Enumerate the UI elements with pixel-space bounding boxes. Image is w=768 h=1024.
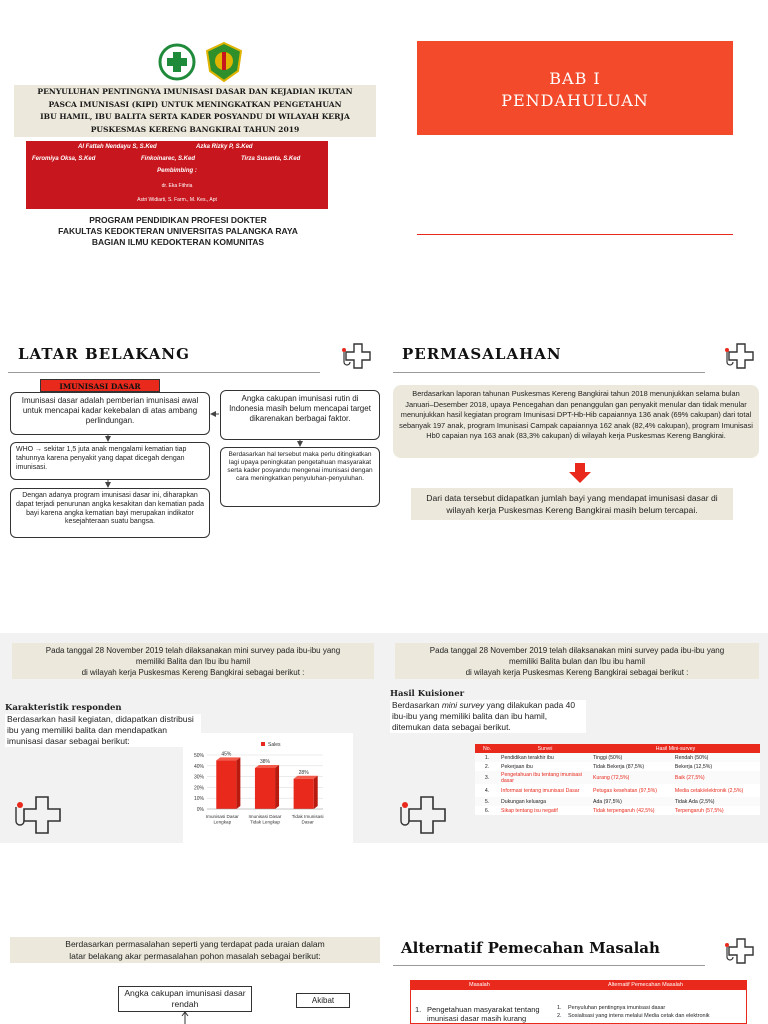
row-no: 3.: [484, 774, 490, 781]
bar-chart-svg: [183, 733, 353, 843]
text-em: mini survey: [441, 700, 485, 710]
institution-line-3: BAGIAN ILMU KEDOKTERAN KOMUNITAS: [91, 237, 265, 245]
slide-heading: PERMASALAHAN: [402, 345, 562, 363]
intro-line-3: di wilayah kerja Puskesmas Kereng Bangkirai sebagai berikut :: [81, 668, 305, 677]
survey-table: [475, 744, 760, 815]
survey-table-body: [475, 753, 760, 815]
bar-side: [236, 757, 240, 809]
category-label: Tidak Lengkap: [250, 819, 280, 825]
bar-top: [294, 776, 318, 779]
masalah-1: Pengetahuan masyarakat tentang imunisasi dasar masih kurang: [427, 1005, 540, 1023]
col-alternatif: Alternatif Pemecahan Masalah: [608, 982, 683, 988]
row-survei: Pengetahuan ibu tentang imunisasi dasar: [501, 771, 583, 784]
medical-cross-icon: [719, 342, 763, 372]
box-upaya: Berdasarkan hal tersebut maka perlu ditingkatkan lagi upaya peningkatan pengetahuan masyarakat serta kader posyandu mengenai imunisasi dengan cara meningkatkan penyuluhan-penyuluhan.: [220, 447, 380, 507]
box-who: WHO → sekitar 1,5 juta anak mengalami kematian tiap tahunnya karena penyakit yang dapat dicegah dengan imunisasi.: [10, 442, 210, 480]
institution-block: [8, 215, 348, 245]
author-1: Al Fattah Nendayu S, S.Ked: [78, 144, 157, 150]
slide-permasalahan: [393, 332, 767, 542]
col-survei: Survei: [537, 745, 553, 752]
bar-top: [216, 757, 240, 760]
legend-label: Sales: [268, 742, 281, 748]
author-5: Tirza Susanta, S.Ked: [241, 156, 301, 162]
title-line-4: PUSKESMAS KERENG BANGKIRAI TAHUN 2019: [90, 124, 300, 134]
alt-1-no: 1.: [557, 1005, 562, 1011]
slide-hasil-kuisioner: [385, 633, 768, 843]
row-hasil-2: Media cetak/elektronik (2,5%): [674, 787, 744, 794]
intro-line-2: memiliki Balita dan Ibu ibu hamil: [135, 657, 251, 666]
title-line-1: PENYULUHAN PENTINGNYA IMUNISASI DASAR DAN KEJADIAN IKUTAN: [37, 87, 353, 96]
chapter-number: BAB I: [549, 69, 601, 88]
authors-band: [26, 141, 328, 209]
table-row: [475, 753, 760, 762]
category-label: Imunisasi Dasar: [248, 814, 282, 819]
institution-line-2: FAKULTAS KEDOKTERAN UNIVERSITAS PALANGKA RAYA: [58, 226, 298, 236]
author-2: Azka Rizky P, S.Ked: [196, 144, 253, 150]
row-hasil-2: Bekerja (12,5%): [674, 763, 713, 770]
tree-connector: [8, 933, 382, 1024]
bar-top: [255, 765, 279, 768]
author-4: Finkoinarec, S.Ked: [141, 156, 196, 162]
masalah-no: 1.: [415, 1005, 422, 1014]
institution-line-1: PROGRAM PENDIDIKAN PROFESI DOKTER: [89, 215, 267, 225]
table-row: [475, 797, 760, 806]
row-no: 5.: [484, 798, 490, 805]
intro-line-3: di wilayah kerja Puskesmas Kereng Bangkirai sebagai berikut :: [465, 668, 689, 677]
data-label: 45%: [221, 751, 232, 758]
bar: [255, 768, 275, 809]
row-no: 6.: [484, 807, 490, 814]
table-row: [475, 784, 760, 797]
title-line-3: IBU HAMIL, IBU BALITA SERTA KADER POSYANDU DI WILAYAH KERJA: [40, 112, 350, 121]
pembimbing-label: Pembimbing :: [157, 168, 197, 174]
presentation-title: [14, 85, 376, 137]
table-row: [475, 762, 760, 771]
category-label: Tidak Imunisasi: [291, 814, 324, 819]
row-hasil-2: Terpengaruh (57,5%): [674, 807, 724, 814]
slide-bab-1: [393, 35, 767, 245]
row-hasil-1: Petugas kesehatan (97,5%): [593, 787, 658, 794]
conclusion-box: Dari data tersebut didapatkan jumlah bayi yang mendapat imunisasi dasar di wilayah kerja Puskesmas Kereng Bangkirai masih belum tercapai.: [411, 488, 733, 520]
row-survei: Pendidikan terakhir ibu: [501, 754, 554, 761]
bar: [294, 779, 314, 809]
intro-line-2: latar belakang akar permasalahan pohon masalah sebagai berikut:: [69, 951, 321, 961]
text-post: yang dilakukan pada 40 ibu-ibu yang memiliki balita dan ibu hamil, ditemukan data sebagai berikut.: [392, 700, 575, 732]
survey-intro: [395, 643, 759, 679]
alt-2: Sosialisasi yang intens melalui Media cetak dan elektronik: [568, 1013, 710, 1019]
medical-cross-icon: [719, 937, 763, 967]
slide-pohon-masalah: [8, 933, 382, 1024]
section-heading: Karakteristik responden: [5, 703, 122, 713]
category-label: Dasar: [301, 819, 314, 825]
col-masalah: Masalah: [469, 982, 490, 988]
intro-line-1: Pada tanggal 28 November 2019 telah dilaksanakan mini survey pada ibu-ibu yang: [45, 646, 341, 655]
y-tick-label: 50%: [193, 753, 204, 759]
health-cross-logo: [158, 43, 196, 81]
slide-alternatif: [393, 933, 767, 1024]
y-tick-label: 0%: [196, 807, 204, 813]
table-header: [411, 981, 747, 990]
slide-latar-belakang: [8, 332, 382, 542]
text-pre: Berdasarkan: [392, 700, 442, 710]
intro-line-1: Pada tanggal 28 November 2019 telah dilaksanakan mini survey pada ibu-ibu yang: [429, 646, 725, 655]
slide-title: [8, 35, 382, 245]
pembimbing-1: dr. Eka Fithria: [161, 183, 193, 189]
row-hasil-1: Kurang (72,5%): [593, 774, 630, 781]
section-text: [390, 700, 586, 733]
y-tick-label: 30%: [193, 774, 204, 781]
data-label: 28%: [298, 769, 309, 776]
row-hasil-2: Baik (27,5%): [674, 774, 705, 781]
intro-line-2: memiliki Balita bulan dan Ibu ibu hamil: [508, 657, 646, 666]
imunisasi-dasar-label: IMUNISASI DASAR: [40, 379, 160, 392]
bar-chart: [183, 733, 353, 843]
legend-swatch: [261, 742, 265, 746]
author-3: Feromiya Oksa, S.Ked: [32, 156, 96, 162]
slide-heading: Alternatif Pemecahan Masalah: [401, 939, 660, 957]
row-hasil-1: Tidak terpengaruh (42,5%): [593, 807, 655, 814]
data-label: 38%: [259, 758, 271, 765]
row-no: 2.: [484, 763, 490, 770]
row-survei: Dukungan keluarga: [501, 798, 546, 805]
row-survei: Sikap tentang isu negatif: [501, 807, 558, 814]
pembimbing-2: Astri Widiarti, S. Farm., M. Kes., Apt: [137, 197, 217, 203]
title-line-2: PASCA IMUNISASI (KIPI) UNTUK MENINGKATKAN PENGETAHUAN: [48, 99, 342, 109]
category-label: Imunisasi Dasar: [205, 814, 239, 819]
category-label: Lengkap: [213, 819, 232, 825]
y-tick-label: 10%: [193, 796, 204, 803]
section-heading: Hasil Kuisioner: [390, 689, 465, 699]
box-cakupan: Angka cakupan imunisasi rutin di Indonesia masih belum mencapai target dikarenakan berbagai faktor.: [220, 390, 380, 440]
alt-1: Penyuluhan pentingnya imunisasi dasar: [568, 1005, 666, 1011]
divider-line: [417, 234, 733, 235]
row-survei: Pekerjaan ibu: [501, 763, 533, 770]
y-tick-label: 20%: [193, 785, 204, 792]
box-definition: Imunisasi dasar adalah pemberian imunisasi awal untuk mencapai kadar kekebalan di atas ambang perlindungan.: [10, 392, 210, 435]
slide-karakteristik: [0, 633, 385, 843]
table-row: [475, 771, 760, 784]
laporan-paragraph: Berdasarkan laporan tahunan Puskesmas Kereng Bangkirai tahun 2018 menunjukkan selama bulan Januari–Desember 2018, upaya Pencegahan dan penanggulan gan penyakit menular dan tidak menular menunjukkan hasil kegiatan program Imunisasi DPT-Hb-Hib capaiannya 136 anak (69% cakupan) dari total sebanyak 197 anak, program Imunisasi Campak capaiannya 162 anak (82,4% cakupan), program Imunisasi Hb0 capaian nya 163 anak (83,3% cakupan) di wilayah kerja Puskesmas Kereng Bangkirai.: [393, 385, 759, 458]
y-tick-label: 40%: [193, 763, 204, 770]
survey-intro: [12, 643, 374, 679]
row-hasil-1: Ada (97,5%): [593, 798, 622, 805]
box-angka-cakupan: Angka cakupan imunisasi dasar rendah: [118, 986, 252, 1012]
table-row: [475, 806, 760, 815]
box-program: Dengan adanya program imunisasi dasar ini, diharapkan dapat terjadi penurunan angka kesakitan dan kematian pada bayi karena angka kematian bayi merupakan indikator kesejahteraan suatu bangsa.: [10, 488, 210, 538]
heading-rule: [393, 965, 705, 966]
slide-heading: LATAR BELAKANG: [18, 345, 190, 363]
university-logo: [204, 41, 244, 83]
heading-rule: [393, 372, 705, 373]
row-no: 4.: [484, 787, 490, 794]
section-text: Berdasarkan hasil kegiatan, didapatkan distribusi ibu yang memiliki balita dan mendapatkan imunisasi dasar sebagai berikut:: [5, 714, 201, 747]
flow-arrows: [8, 332, 382, 542]
row-hasil-2: Tidak Ada (2,5%): [674, 798, 715, 805]
bar-side: [275, 765, 279, 809]
bar-side: [314, 776, 318, 809]
medical-cross-icon: [393, 793, 453, 837]
col-hasil: Hasil Mini-survey: [655, 745, 696, 752]
row-survei: Informasi tentang imunisasi Dasar: [501, 787, 580, 794]
bar: [216, 760, 236, 809]
down-arrow-icon: [569, 463, 591, 483]
col-no: No.: [482, 745, 492, 752]
box-akibat: Akibat: [296, 993, 350, 1008]
alt-2-no: 2.: [557, 1013, 562, 1019]
medical-cross-icon: [8, 793, 68, 837]
row-hasil-2: Rendah (50%): [674, 754, 709, 761]
intro-line-1: Berdasarkan permasalahan seperti yang terdapat pada uraian dalam: [65, 939, 325, 949]
row-hasil-1: Tidak Bekerja (87,5%): [593, 763, 645, 770]
chapter-title: PENDAHULUAN: [501, 91, 649, 110]
row-hasil-1: Tinggi (50%): [593, 754, 623, 761]
row-no: 1.: [484, 754, 490, 761]
alternatif-table: [410, 980, 747, 1024]
chapter-box: [417, 41, 733, 135]
